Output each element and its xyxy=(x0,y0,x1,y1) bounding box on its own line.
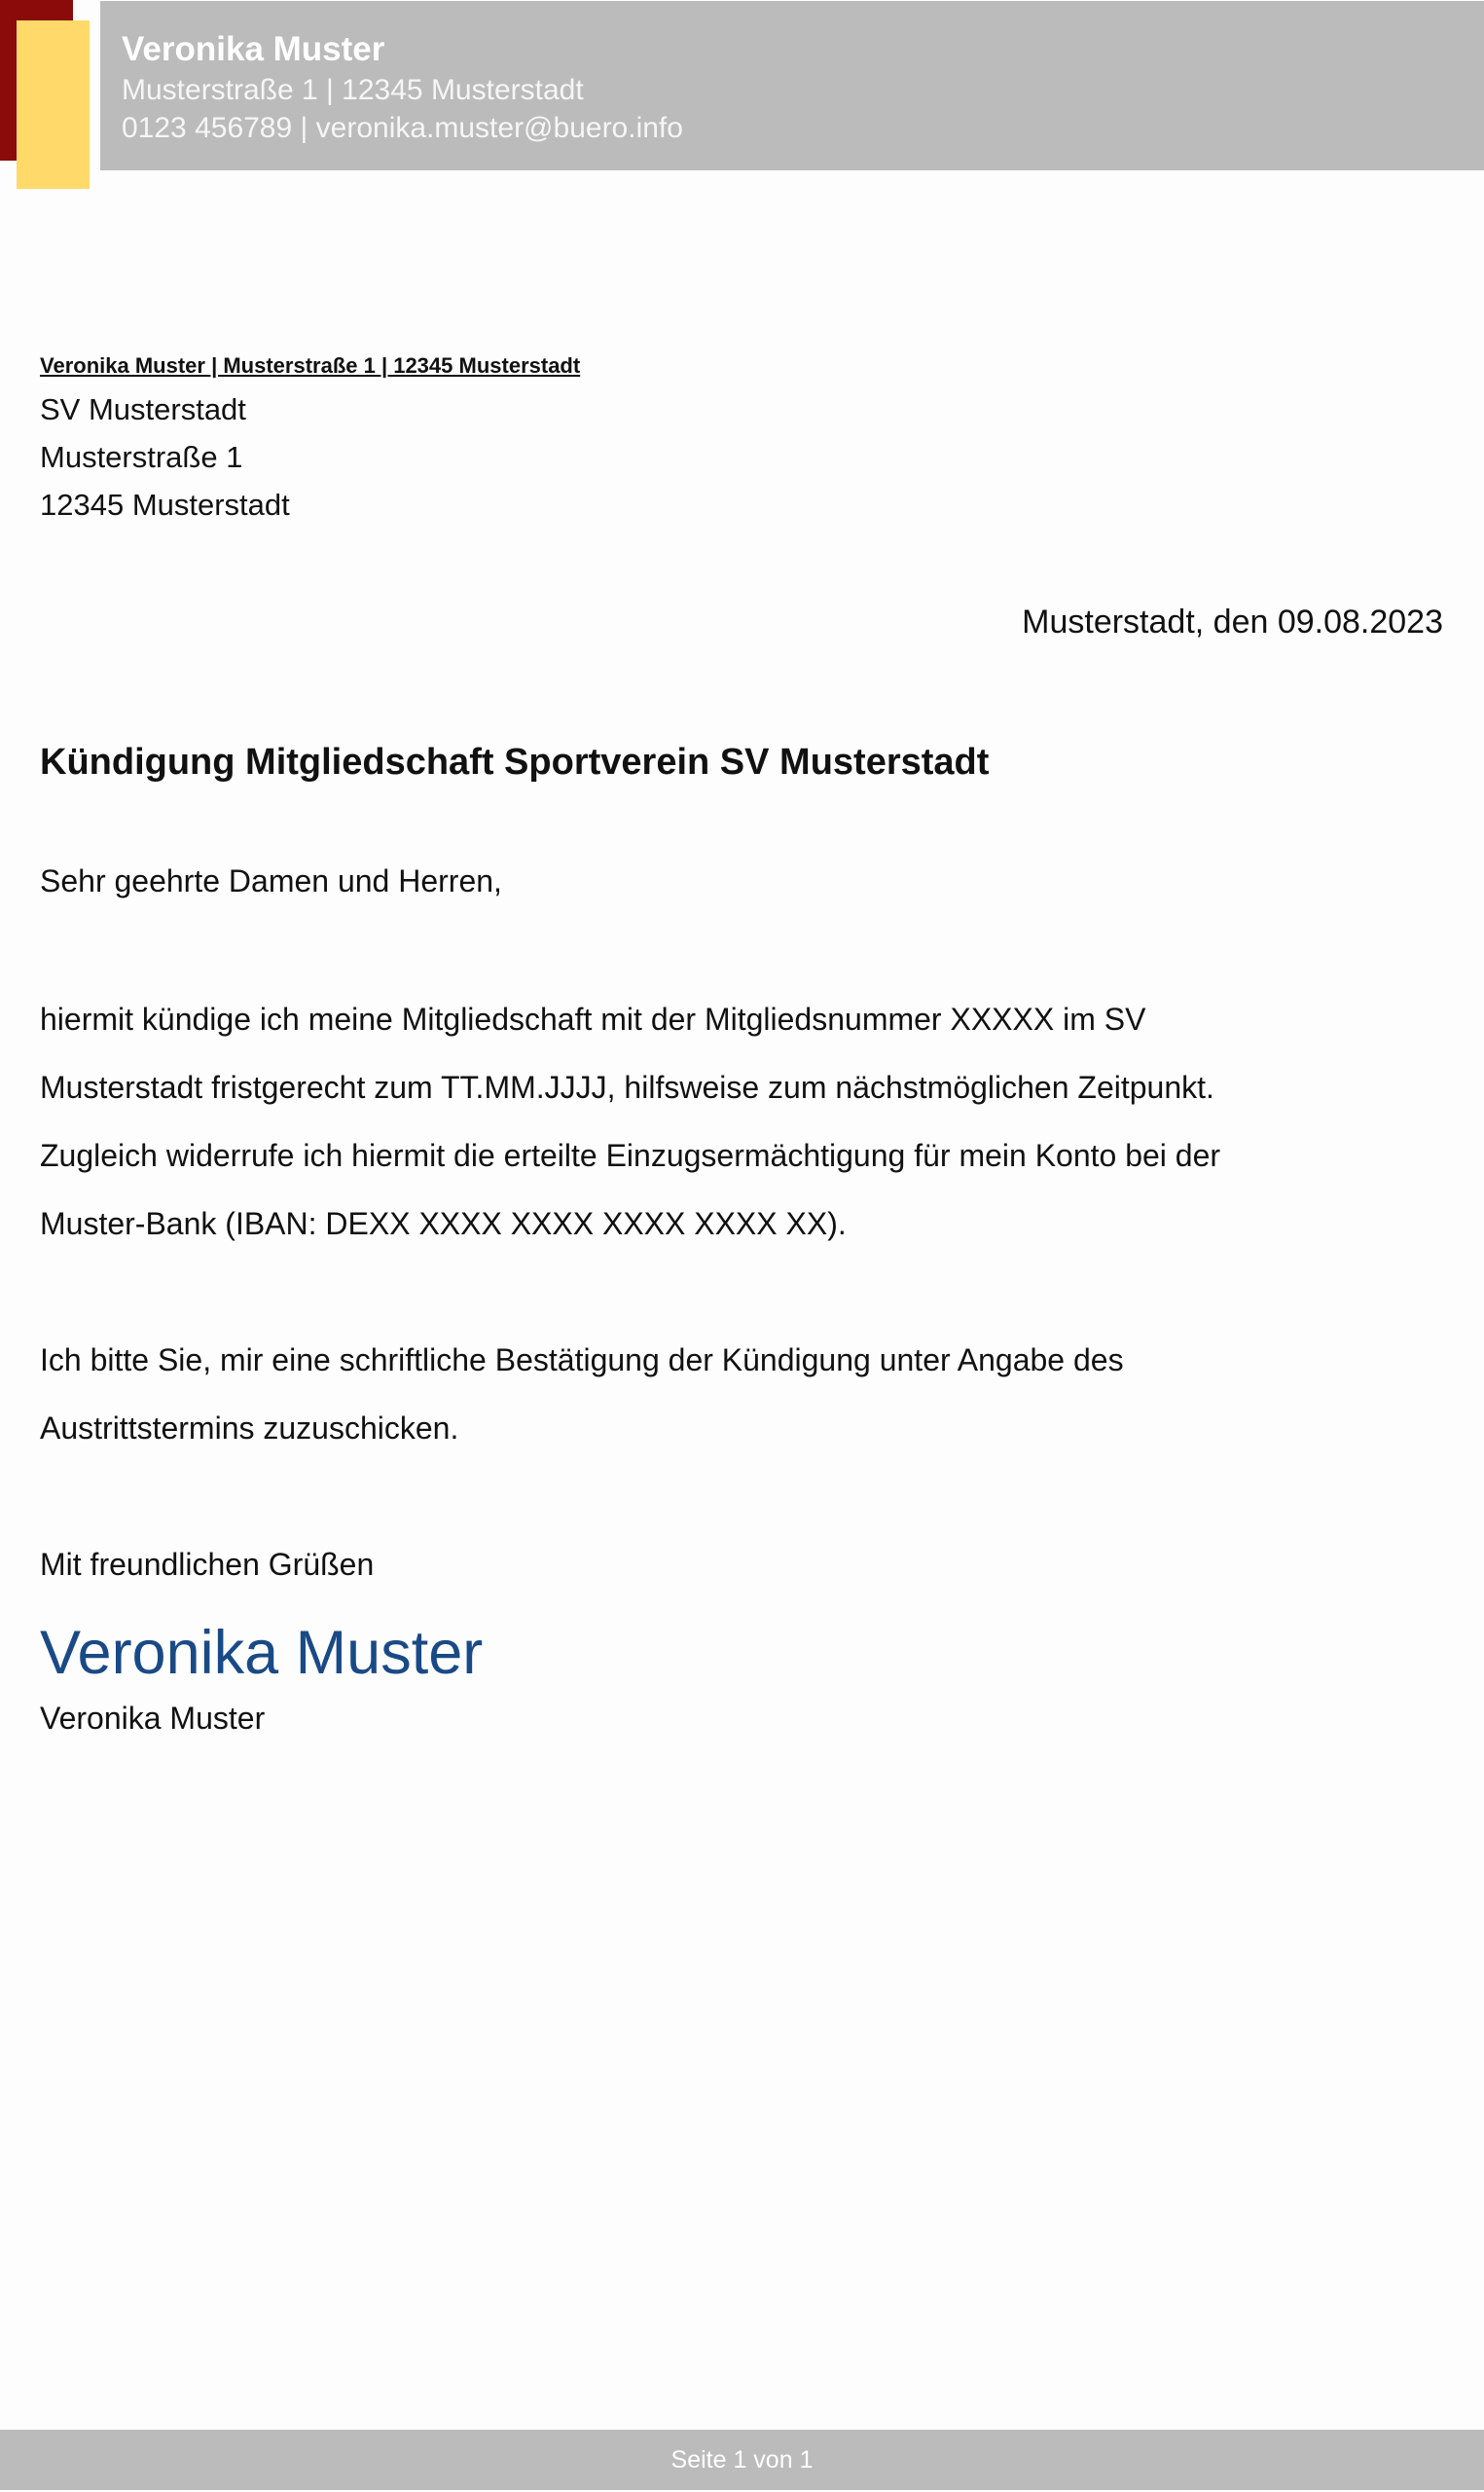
body-line: Musterstadt fristgerecht zum TT.MM.JJJJ, hilfsweise zum nächstmöglichen Zeitpunkt. xyxy=(40,1070,1214,1105)
letterhead-name: Veronika Muster xyxy=(122,30,385,68)
page-footer xyxy=(0,2430,1484,2490)
recipient-name: SV Musterstadt xyxy=(40,392,246,426)
header-accent-yellow-block xyxy=(17,20,90,189)
body-paragraph-2 xyxy=(40,1326,1441,1462)
body-paragraph-1 xyxy=(40,985,1441,1258)
closing-phrase: Mit freundlichen Grüßen xyxy=(40,1547,375,1582)
body-line: hiermit kündige ich meine Mitgliedschaft mit der Mitgliedsnummer XXXXX im SV xyxy=(40,1002,1146,1037)
date-line: Musterstadt, den 09.08.2023 xyxy=(1022,604,1443,641)
body-line: Ich bitte Sie, mir eine schriftliche Bestätigung der Kündigung unter Angabe des xyxy=(40,1342,1124,1377)
letterhead-address: Musterstraße 1 | 12345 Musterstadt xyxy=(122,74,584,106)
letterhead-contact: 0123 456789 | veronika.muster@buero.info xyxy=(122,112,683,144)
signer-name: Veronika Muster xyxy=(40,1701,266,1736)
signature: Veronika Muster xyxy=(40,1619,484,1687)
letter-subject: Kündigung Mitgliedschaft Sportverein SV Musterstadt xyxy=(40,742,990,783)
body-line: Austrittstermins zuzuschicken. xyxy=(40,1411,459,1446)
sender-return-address: Veronika Muster | Musterstraße 1 | 12345 Musterstadt xyxy=(40,353,581,378)
recipient-city: 12345 Musterstadt xyxy=(40,488,290,522)
page-number-label: Seite 1 von 1 xyxy=(670,2446,814,2474)
recipient-street: Musterstraße 1 xyxy=(40,440,243,474)
body-line: Muster-Bank (IBAN: DEXX XXXX XXXX XXXX XXXX XX). xyxy=(40,1206,847,1241)
body-line: Zugleich widerrufe ich hiermit die erteilte Einzugsermächtigung für mein Konto bei der xyxy=(40,1138,1221,1173)
letterhead xyxy=(100,1,1484,170)
salutation: Sehr geehrte Damen und Herren, xyxy=(40,863,502,898)
recipient-address xyxy=(40,385,290,529)
